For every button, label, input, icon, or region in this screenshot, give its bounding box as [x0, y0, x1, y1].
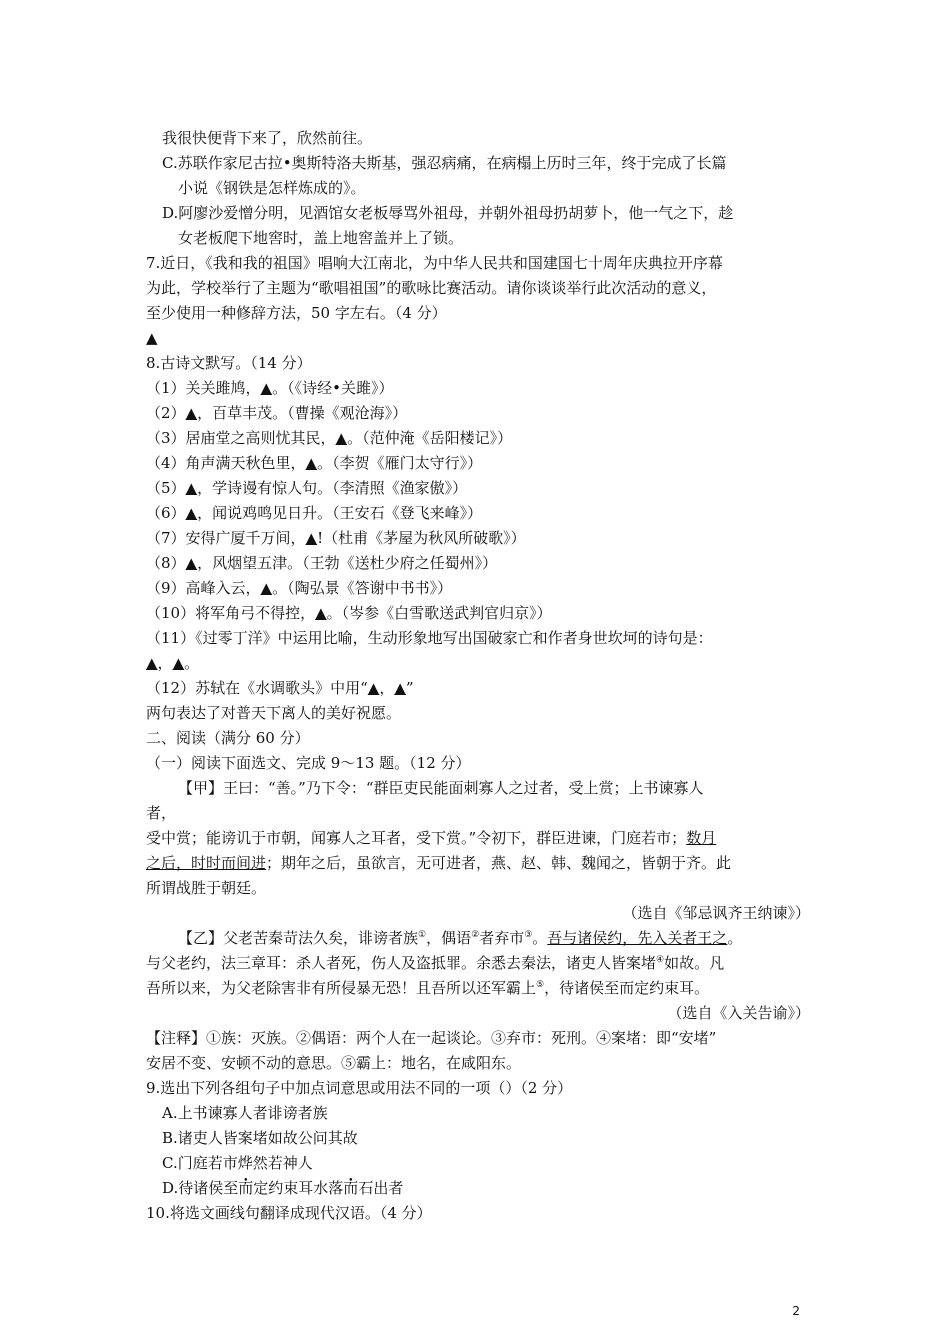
poem-text: （5）	[146, 479, 186, 497]
poem-line	[146, 501, 810, 526]
text-line: 至少使用一种修辞方法，50 字左右。（4 分）	[146, 304, 447, 322]
passage-jia: 【甲】王曰：“善。”乃下令：“群臣吏民能面刺寡人之过者，受上赏；上书谏寡人	[178, 779, 704, 797]
punct: ，	[379, 679, 395, 697]
passage-line	[146, 951, 810, 976]
dotted-word: 而	[343, 1179, 359, 1197]
question-7: 7.近日，《我和我的祖国》唱响大江南北，为中华人民共和国建国七十周年庆典拉开序幕	[146, 254, 723, 272]
passage-text: ，待诸侯至而定约束耳。	[544, 979, 710, 997]
answer-blank: ▲	[305, 529, 318, 547]
text-line: 为此，学校举行了主题为“歌唱祖国”的歌咏比赛活动。请你谈谈举行此次活动的意义，	[146, 279, 717, 297]
passage-text: 如故。凡	[664, 954, 725, 972]
poem-source: 。（范仲淹《岳阳楼记》）	[347, 429, 513, 447]
poem-text: （2）	[146, 404, 186, 422]
poem-source: 。（李贺《雁门太守行》）	[317, 454, 483, 472]
poem-source: !（杜甫《茅屋为秋风所破歌》）	[317, 529, 526, 547]
document-body	[146, 126, 810, 1226]
poem-source: 。（陶弘景《答谢中书书》）	[272, 579, 453, 597]
answer-line	[146, 651, 810, 676]
poem-text: （3）居庙堂之高则忧其民，	[146, 429, 336, 447]
option-text: D.待诸侯至	[162, 1179, 239, 1197]
poem-line	[146, 576, 810, 601]
passage-text: 。	[532, 929, 548, 947]
annotation: 【注释】①族：灭族。②偶语：两个人在一起谈论。③弃市：死刑。④案堵：即“安堵”	[146, 1029, 717, 1047]
passage-text: 【乙】父老苦秦苛法久矣，诽谤者族	[178, 929, 419, 947]
answer-blank: ▲	[305, 454, 318, 472]
text-line: 小说《钢铁是怎样炼成的》。	[178, 179, 366, 197]
passage-line: 者，	[146, 804, 177, 822]
dotted-word: 而	[238, 1179, 254, 1197]
answer-blank: ▲	[260, 379, 273, 397]
poem-question-12	[146, 676, 810, 701]
page-number: 2	[792, 1304, 800, 1318]
poem-source: 。（《诗经•关雎》）	[272, 379, 394, 397]
poem-line	[146, 426, 810, 451]
poem-line	[146, 476, 810, 501]
poem-text: （10）将军角弓不得控，	[146, 604, 316, 622]
poem-text: （6）	[146, 504, 186, 522]
poem-source: 。（岑参《白雪歌送武判官归京》）	[326, 604, 552, 622]
option-text: 石出者	[358, 1179, 404, 1197]
punct: ”	[405, 679, 414, 697]
option-d: D.阿廖沙爱憎分明，见酒馆女老板辱骂外祖母，并朝外祖母扔胡萝卜，他一气之下，趁	[162, 204, 734, 222]
question-9: 9.选出下列各组句子中加点词意思或用法不同的一项（）（2 分）	[146, 1079, 573, 1097]
question-10: 10.将选文画线句翻译成现代汉语。（4 分）	[146, 1204, 432, 1222]
passage-text: 受中赏；能谤讥于市朝，闻寡人之耳者，受下赏。”令初下，群臣进谏，门庭若市；	[146, 829, 687, 847]
poem-text: （9）高峰入云，	[146, 579, 261, 597]
answer-blank: ▲	[146, 329, 158, 347]
option-c: C.门庭若市烨然若神人	[162, 1154, 313, 1172]
passage-line	[146, 851, 810, 876]
poem-line	[146, 601, 810, 626]
footnote-mark: ⑤	[536, 980, 545, 990]
answer-blank: ▲	[335, 429, 348, 447]
section-heading: 二、阅读（满分 60 分）	[146, 729, 310, 747]
answer-blank: ▲	[146, 654, 158, 672]
poem-text: （1）关关雎鸠，	[146, 379, 261, 397]
passage-line: 所谓战胜于朝廷。	[146, 879, 267, 897]
underlined-sentence: 吾与诸侯约，先入关者王之	[547, 929, 728, 947]
option-text: 定约束耳水落	[253, 1179, 344, 1197]
answer-blank: ▲	[172, 654, 185, 672]
poem-question-11: （11）《过零丁洋》中运用比喻，生动形象地写出国破家亡和作者身世坎坷的诗句是：	[146, 629, 713, 647]
footnote-mark: ③	[524, 930, 533, 940]
option-a: A.上书谏寡人者诽谤者族	[162, 1104, 328, 1122]
answer-blank: ▲	[185, 479, 198, 497]
underlined-sentence: 之后，时时而间进	[146, 854, 267, 872]
poem-line	[146, 551, 810, 576]
answer-blank: ▲	[185, 404, 198, 422]
answer-blank: ▲	[185, 554, 198, 572]
punct: 。	[184, 654, 200, 672]
passage-text: 者弃市	[479, 929, 525, 947]
option-b: B.诸吏人皆案堵如故公问其故	[162, 1129, 358, 1147]
underlined-sentence: 数月	[686, 829, 717, 847]
passage-source: （选自《入关告谕》）	[667, 1004, 810, 1022]
passage-yi	[146, 926, 810, 951]
footnote-mark: ①	[418, 930, 427, 940]
poem-line	[146, 376, 810, 401]
passage-text: 吾所以来，为父老除害非有所侵暴无恐！且吾所以还军霸上	[146, 979, 537, 997]
section-subheading: （一）阅读下面选文、完成 9～13 题。（12 分）	[146, 754, 471, 772]
poem-line	[146, 451, 810, 476]
passage-text: ；期年之后，虽欲言，无可进者，燕、赵、韩、魏闻之，皆朝于齐。此	[266, 854, 732, 872]
answer-blank: ▲	[315, 604, 327, 622]
question-8: 8.古诗文默写。（14 分）	[146, 354, 312, 372]
poem-text: （4）角声满天秋色里，	[146, 454, 306, 472]
option-c: C.苏联作家尼古拉•奥斯特洛夫斯基，强忍病痛，在病榻上历时三年，终于完成了长篇	[162, 154, 727, 172]
option-d	[146, 1176, 810, 1201]
poem-text: （8）	[146, 554, 186, 572]
passage-text: 。	[727, 929, 743, 947]
text-line: 女老板爬下地窖时，盖上地窖盖并上了锁。	[178, 229, 464, 247]
poem-line	[146, 526, 810, 551]
passage-text: ，偶语	[426, 929, 472, 947]
poem-source: ，学诗谩有惊人句。（李清照《渔家傲》）	[197, 479, 468, 497]
poem-source: ，闻说鸡鸣见日升。（王安石《登飞来峰》）	[197, 504, 483, 522]
answer-blank: ▲	[185, 504, 198, 522]
poem-line	[146, 401, 810, 426]
text-line: 两句表达了对普天下离人的美好祝愿。	[146, 704, 402, 722]
poem-text: （7）安得广厦千万间，	[146, 529, 306, 547]
answer-blank: ▲	[367, 679, 380, 697]
answer-blank: ▲	[260, 579, 273, 597]
punct: ，	[157, 654, 173, 672]
passage-text: 与父老约，法三章耳：杀人者死，伤人及盗抵罪。余悉去秦法，诸吏人皆案堵	[146, 954, 657, 972]
poem-source: ，风烟望五津。（王勃《送杜少府之任蜀州》）	[197, 554, 498, 572]
answer-blank: ▲	[394, 679, 406, 697]
annotation: 安居不变、安顿不动的意思。⑤霸上：地名，在咸阳东。	[146, 1054, 522, 1072]
passage-line	[146, 826, 810, 851]
passage-source: （选自《邹忌讽齐王纳谏》）	[622, 904, 810, 922]
poem-text: （12）苏轼在《水调歌头》中用“	[146, 679, 368, 697]
poem-source: ，百草丰茂。（曹操《观沧海》）	[197, 404, 408, 422]
footnote-mark: ②	[471, 930, 480, 940]
passage-line	[146, 976, 810, 1001]
footnote-mark: ④	[656, 955, 665, 965]
text-line: 我很快便背下来了，欣然前往。	[162, 129, 373, 147]
